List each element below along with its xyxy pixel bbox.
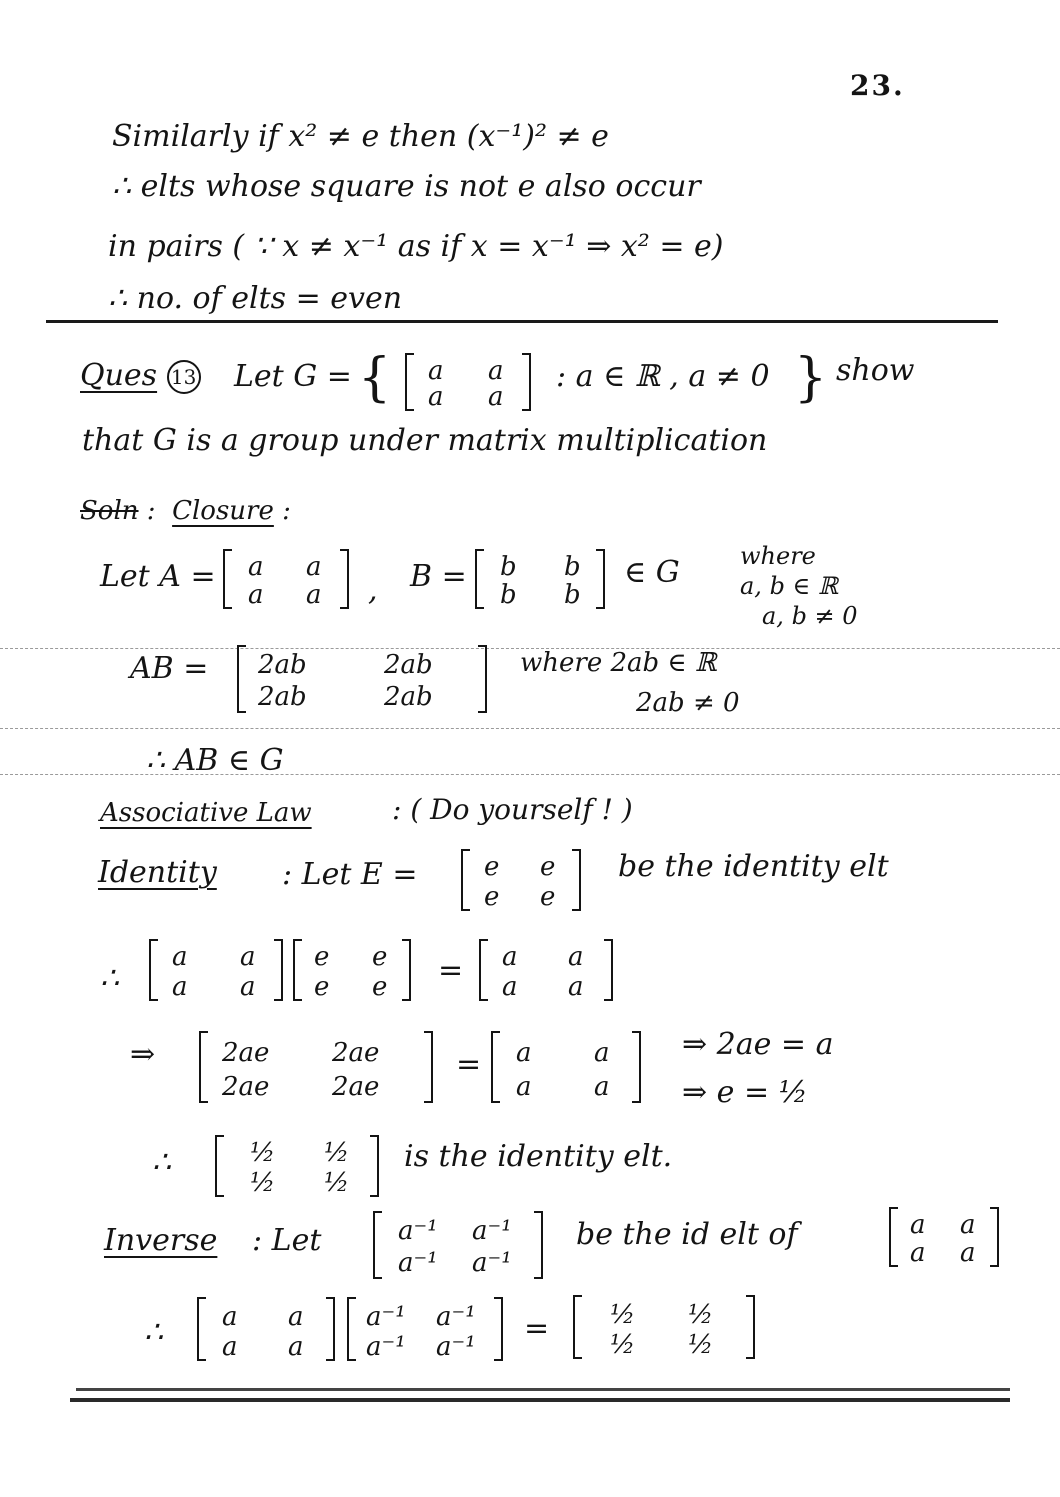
identity-description: be the identity elt [618, 849, 889, 884]
matrix-A [222, 548, 350, 610]
therefore-symbol: ∴ [152, 1145, 172, 1180]
matrix-cell: 2ab [384, 650, 433, 680]
matrix-cell: a [910, 1238, 926, 1268]
matrix-cell: a [516, 1072, 532, 1102]
identity-result-1: ⇒ 2ae = a [682, 1027, 834, 1062]
associative-label [100, 800, 312, 826]
matrix-brackets [148, 938, 284, 1002]
soln-colon: : [146, 496, 156, 526]
matrix-cell: a [248, 580, 264, 610]
text-line-3: in pairs ( ∵ x ≠ x⁻¹ as if x = x⁻¹ ⇒ x² = e) [108, 229, 724, 264]
identity-label [98, 855, 217, 890]
page-number: 23. [850, 69, 905, 102]
matrix-cell: b [564, 552, 581, 582]
matrix-cell: e [372, 942, 388, 972]
matrix-cell: a [222, 1302, 238, 1332]
matrix-a-identity [148, 938, 284, 1002]
associative-law-title: Associative Law [100, 798, 312, 828]
matrix-cell: a [428, 356, 444, 386]
question-matrix [404, 352, 532, 412]
where-line-1: where [740, 542, 816, 570]
matrix-cell: a [516, 1038, 532, 1068]
matrix-cell: a⁻¹ [366, 1302, 406, 1332]
matrix-cell: 2ab [258, 682, 307, 712]
solution-heading [80, 498, 291, 524]
matrix-cell: ½ [610, 1300, 636, 1330]
matrix-cell: 2ab [258, 650, 307, 680]
matrix-cell: a [568, 972, 584, 1002]
matrix-brackets [888, 1206, 1000, 1268]
matrix-cell: a⁻¹ [398, 1248, 438, 1278]
matrix-brackets [490, 1030, 642, 1104]
matrix-e-identity [292, 938, 412, 1002]
therefore-symbol: ∴ [100, 961, 120, 996]
matrix-cell: a [172, 972, 188, 1002]
scan-guide-line [0, 728, 1060, 729]
closure-colon: : [282, 496, 291, 526]
matrix-cell: a [594, 1038, 610, 1068]
matrix-cell: ½ [610, 1330, 636, 1360]
matrix-brackets [292, 938, 412, 1002]
matrix-brackets [460, 848, 582, 912]
B-equals: B = [410, 559, 467, 594]
matrix-cell: a [502, 972, 518, 1002]
matrix-cell: a [960, 1210, 976, 1240]
matrix-cell: b [500, 552, 517, 582]
matrix-a-inv-eq [196, 1296, 336, 1362]
closure-label: Closure [172, 496, 274, 526]
matrix-cell: a⁻¹ [472, 1248, 512, 1278]
matrix-cell: ½ [324, 1138, 350, 1168]
section-divider-bottom-2 [70, 1398, 1010, 1402]
matrix-cell: b [500, 580, 517, 610]
matrix-cell: a [306, 552, 322, 582]
identity-conclusion: is the identity elt. [404, 1139, 673, 1174]
where-ab-line-1: where 2ab ∈ ℝ [520, 648, 717, 678]
section-divider-top [46, 320, 998, 323]
matrix-cell: e [484, 882, 500, 912]
matrix-cell: e [540, 882, 556, 912]
identity-result-2: ⇒ e = ½ [682, 1075, 808, 1110]
matrix-cell: b [564, 580, 581, 610]
matrix-brackets [474, 548, 606, 610]
matrix-cell: 2ae [222, 1038, 270, 1068]
question-let: Let G = [234, 359, 352, 394]
text-line-1: Similarly if x² ≠ e then (x⁻¹)² ≠ e [112, 119, 609, 154]
matrix-cell: a [306, 580, 322, 610]
matrix-cell: a [240, 942, 256, 972]
set-close-brace: } [794, 348, 828, 408]
scan-guide-line [0, 774, 1060, 775]
matrix-cell: a [428, 382, 444, 412]
matrix-cell: 2ae [332, 1072, 380, 1102]
matrix-cell: a [240, 972, 256, 1002]
matrix-cell: a [172, 942, 188, 972]
matrix-cell: a [488, 356, 504, 386]
question-label: Ques [80, 358, 158, 393]
matrix-cell: e [372, 972, 388, 1002]
matrix-cell: a [488, 382, 504, 412]
matrix-a-inverse-target [888, 1206, 1000, 1268]
inverse-let: : Let [252, 1223, 322, 1258]
associative-note: : ( Do yourself ! ) [392, 793, 633, 826]
matrix-cell: a⁻¹ [366, 1332, 406, 1362]
therefore-AB-in-G: ∴ AB ∈ G [146, 743, 284, 778]
matrix-a-inverse [372, 1210, 544, 1280]
matrix-half [214, 1134, 380, 1198]
question-number-circle: 13 [167, 360, 201, 394]
equals-sign: = [456, 1047, 482, 1082]
matrix-brackets [478, 938, 614, 1002]
equals-sign: = [524, 1311, 550, 1346]
in-G: ∈ G [624, 555, 680, 590]
matrix-cell: a [910, 1210, 926, 1240]
matrix-AB [236, 644, 488, 714]
matrix-brackets [222, 548, 350, 610]
set-open-brace: { [358, 348, 392, 408]
therefore-symbol: ∴ [144, 1315, 164, 1350]
matrix-cell: a [502, 942, 518, 972]
matrix-brackets [572, 1294, 756, 1360]
AB-equals: AB = [130, 651, 209, 686]
matrix-a-result [478, 938, 614, 1002]
where-ab-line-2: 2ab ≠ 0 [636, 688, 740, 718]
matrix-cell: ½ [250, 1168, 276, 1198]
matrix-brackets [404, 352, 532, 412]
matrix-cell: 2ae [332, 1038, 380, 1068]
matrix-E [460, 848, 582, 912]
text-line-2: ∴ elts whose square is not e also occur [112, 169, 701, 204]
inverse-description: be the id elt of [576, 1217, 798, 1252]
matrix-cell: a⁻¹ [398, 1216, 438, 1246]
question-line-2: that G is a group under matrix multiplication [82, 423, 768, 458]
matrix-a-rhs [490, 1030, 642, 1104]
matrix-cell: a⁻¹ [436, 1332, 476, 1362]
matrix-cell: ½ [688, 1300, 714, 1330]
matrix-2ae [198, 1030, 434, 1104]
inverse-title: Inverse [104, 1223, 218, 1258]
equals-sign: = [438, 953, 464, 988]
matrix-cell: a [594, 1072, 610, 1102]
identity-title: Identity [98, 855, 217, 890]
matrix-cell: e [314, 942, 330, 972]
matrix-cell: 2ab [384, 682, 433, 712]
identity-let: : Let E = [282, 857, 418, 892]
matrix-cell: ½ [250, 1138, 276, 1168]
set-condition: : a ∈ ℝ , a ≠ 0 [556, 359, 770, 394]
section-divider-bottom-1 [76, 1388, 1010, 1391]
matrix-cell: a [288, 1332, 304, 1362]
matrix-B [474, 548, 606, 610]
matrix-cell: a [288, 1302, 304, 1332]
text-line-4: ∴ no. of elts = even [108, 281, 403, 316]
implies-arrow: ⇒ [130, 1037, 156, 1072]
matrix-cell: a [222, 1332, 238, 1362]
where-line-2: a, b ∈ ℝ [740, 572, 838, 600]
matrix-cell: e [540, 852, 556, 882]
matrix-cell: e [484, 852, 500, 882]
soln-label: Soln [80, 496, 139, 526]
matrix-cell: e [314, 972, 330, 1002]
matrix-cell: a⁻¹ [436, 1302, 476, 1332]
where-line-3: a, b ≠ 0 [762, 602, 858, 630]
matrix-ainv-eq [346, 1296, 504, 1362]
matrix-brackets [196, 1296, 336, 1362]
matrix-cell: ½ [688, 1330, 714, 1360]
matrix-cell: 2ae [222, 1072, 270, 1102]
question-show: show [836, 353, 915, 388]
matrix-cell: ½ [324, 1168, 350, 1198]
let-A: Let A = [100, 559, 216, 594]
matrix-cell: a [960, 1238, 976, 1268]
matrix-brackets [214, 1134, 380, 1198]
inverse-label [104, 1223, 218, 1258]
comma: , [368, 573, 378, 608]
matrix-half-result [572, 1294, 756, 1360]
matrix-cell: a⁻¹ [472, 1216, 512, 1246]
question-heading [80, 360, 201, 394]
matrix-cell: a [568, 942, 584, 972]
matrix-cell: a [248, 552, 264, 582]
